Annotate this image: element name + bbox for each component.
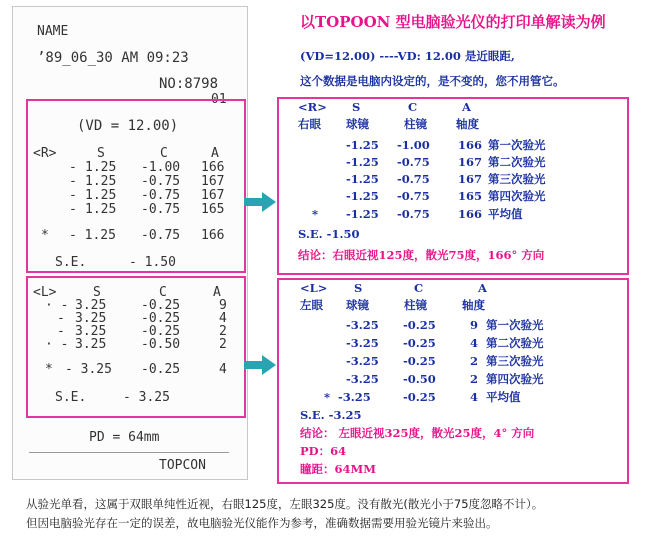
receipt-left-r3-a: 2 <box>219 337 227 352</box>
receipt-right-r1-mark: - <box>69 174 77 189</box>
receipt-left-h3: A <box>213 285 221 300</box>
receipt-left-avg-s: - 3.25 <box>65 362 112 377</box>
receipt-right-r3-mark: - <box>69 202 77 217</box>
left-row0-a: 9 <box>470 318 479 332</box>
left-row1-c: -0.25 <box>403 336 436 350</box>
receipt-left-r2-mark: - <box>57 324 65 339</box>
right-row2-a: 167 <box>458 172 483 186</box>
receipt-right-se-value: - 1.50 <box>129 255 176 270</box>
left-row0-label: 第一次验光 <box>486 318 544 332</box>
left-avg-mark: * <box>324 390 331 404</box>
right-panel-sub1: 球镜 <box>346 117 369 131</box>
right-row2-c: -0.75 <box>397 172 430 186</box>
receipt-right-r1-a: 167 <box>201 174 225 189</box>
receipt-left-r1-c: -0.25 <box>141 311 181 326</box>
receipt-right-se-label: S.E. <box>55 255 87 270</box>
left-row0-s: -3.25 <box>346 318 379 332</box>
right-panel-sub2: 柱镜 <box>404 117 427 131</box>
right-avg-s: -1.25 <box>346 207 379 221</box>
right-row1-c: -0.75 <box>397 155 430 169</box>
vd-note-line2: 这个数据是电脑内设定的，是不变的，您不用管它。 <box>300 74 565 88</box>
receipt-left-h0: <L> <box>33 285 57 300</box>
right-panel-h2: C <box>408 100 418 114</box>
right-row0-a: 166 <box>458 138 483 152</box>
left-row3-c: -0.50 <box>403 372 436 386</box>
right-panel-h1: S <box>352 100 361 114</box>
left-conclusion: 结论： 左眼近视325度，散光25度，4° 方向 <box>300 426 535 440</box>
right-row1-label: 第二次验光 <box>488 155 546 169</box>
left-row1-s: -3.25 <box>346 336 379 350</box>
receipt-no: NO:8798 <box>159 76 219 92</box>
receipt-left-avg-c: -0.25 <box>141 362 181 377</box>
receipt-left-se-label: S.E. <box>55 390 87 405</box>
receipt-right-r2-mark: - <box>69 188 77 203</box>
receipt-right-r2-a: 167 <box>201 188 225 203</box>
right-row1-s: -1.25 <box>346 155 379 169</box>
receipt-left-avg-a: 4 <box>219 362 227 377</box>
right-row3-s: -1.25 <box>346 189 379 203</box>
left-panel-h3: A <box>478 281 487 295</box>
right-row2-label: 第三次验光 <box>488 172 546 186</box>
receipt-right-r3-c: -0.75 <box>141 202 181 217</box>
receipt-right-r2-c: -0.75 <box>141 188 181 203</box>
receipt-left-r3-mark: · - <box>45 337 69 352</box>
right-avg-mark: * <box>312 207 319 221</box>
right-se: S.E. -1.50 <box>298 227 360 241</box>
left-row2-c: -0.25 <box>403 354 436 368</box>
right-row0-label: 第一次验光 <box>488 138 546 152</box>
right-row3-a: 165 <box>458 189 483 203</box>
right-row3-c: -0.75 <box>397 189 430 203</box>
left-row2-label: 第三次验光 <box>486 354 544 368</box>
receipt-pd: PD = 64mm <box>89 430 160 445</box>
receipt-left-r0-mark: · - <box>45 298 69 313</box>
receipt-left-r1-s: 3.25 <box>75 311 107 326</box>
receipt-left-avg-mark: * <box>45 362 53 377</box>
left-avg-c: -0.25 <box>403 390 436 404</box>
receipt-right-r0-s: 1.25 <box>85 160 117 175</box>
left-row0-c: -0.25 <box>403 318 436 332</box>
receipt-left-r1-mark: - <box>57 311 65 326</box>
receipt-right-avg-c: -0.75 <box>141 228 181 243</box>
receipt-left-r3-s: 3.25 <box>75 337 107 352</box>
receipt-left-r0-s: 3.25 <box>75 298 107 313</box>
receipt-right-avg-mark: * <box>41 228 49 243</box>
receipt-left-h1: S <box>93 285 101 300</box>
receipt-no-sub: 01 <box>211 92 227 107</box>
receipt-right-highlight <box>26 99 246 273</box>
left-panel-sub1: 球镜 <box>346 298 369 312</box>
receipt-divider <box>29 452 229 453</box>
right-panel-h0: <R> <box>298 100 327 114</box>
right-row3-label: 第四次验光 <box>488 189 546 203</box>
left-pd-cn: 瞳距：64MM <box>300 462 376 476</box>
receipt-right-avg-s: - 1.25 <box>69 228 116 243</box>
arrow-left-eye-icon <box>244 355 276 375</box>
receipt-right-r0-a: 166 <box>201 160 225 175</box>
receipt-right-r1-c: -0.75 <box>141 174 181 189</box>
right-row2-s: -1.25 <box>346 172 379 186</box>
left-row2-s: -3.25 <box>346 354 379 368</box>
receipt-left-h2: C <box>159 285 167 300</box>
left-row3-s: -3.25 <box>346 372 379 386</box>
left-row1-label: 第二次验光 <box>486 336 544 350</box>
right-panel-sub3: 轴度 <box>456 117 479 131</box>
receipt-right-r1-s: 1.25 <box>85 174 117 189</box>
receipt-date: ’89_06_30 AM 09:23 <box>37 50 189 66</box>
receipt-left-r2-a: 2 <box>219 324 227 339</box>
left-avg-a: 4 <box>470 390 479 404</box>
receipt-right-h2: C <box>160 146 168 161</box>
right-avg-c: -0.75 <box>397 207 430 221</box>
left-avg-s: -3.25 <box>338 390 371 404</box>
left-panel-sub0: 左眼 <box>300 298 323 312</box>
receipt-left-r2-s: 3.25 <box>75 324 107 339</box>
left-row3-a: 2 <box>470 372 479 386</box>
vd-note-line1: (VD=12.00) ----VD: 12.00 是近眼距, <box>300 49 515 63</box>
receipt-right-r3-s: 1.25 <box>85 202 117 217</box>
left-panel-h2: C <box>414 281 424 295</box>
right-row1-a: 167 <box>458 155 483 169</box>
right-row0-c: -1.00 <box>397 138 430 152</box>
left-panel-sub2: 柱镜 <box>404 298 427 312</box>
right-panel-h3: A <box>462 100 471 114</box>
receipt-right-h0: <R> <box>33 146 57 161</box>
right-avg-label: 平均值 <box>488 207 523 221</box>
left-pd: PD：64 <box>300 444 347 458</box>
receipt-left-se-value: - 3.25 <box>123 390 170 405</box>
left-row3-label: 第四次验光 <box>486 372 544 386</box>
right-avg-a: 166 <box>458 207 483 221</box>
left-avg-label: 平均值 <box>486 390 521 404</box>
receipt-left-r0-a: 9 <box>219 298 227 313</box>
receipt-left-r2-c: -0.25 <box>141 324 181 339</box>
receipt-right-h1: S <box>97 146 105 161</box>
left-panel-sub3: 轴度 <box>462 298 485 312</box>
left-row1-a: 4 <box>470 336 479 350</box>
receipt-right-r0-mark: - <box>69 160 77 175</box>
page-title: 以TOPOON 型电脑验光仪的打印单解读为例 <box>300 13 606 31</box>
receipt-vd: (VD = 12.00) <box>77 118 179 134</box>
receipt-brand: TOPCON <box>159 458 206 473</box>
receipt-left-r0-c: -0.25 <box>141 298 181 313</box>
receipt-right-r0-c: -1.00 <box>141 160 181 175</box>
left-row2-a: 2 <box>470 354 479 368</box>
left-panel-h0: <L> <box>300 281 328 295</box>
receipt-right-r2-s: 1.25 <box>85 188 117 203</box>
arrow-right-eye-icon <box>244 192 276 212</box>
left-se: S.E. -3.25 <box>300 408 362 422</box>
receipt-left-r3-c: -0.50 <box>141 337 181 352</box>
receipt-left-highlight <box>26 276 246 418</box>
right-panel-sub0: 右眼 <box>298 117 321 131</box>
footer-line2: 但因电脑验光存在一定的误差，故电脑验光仪能作为参考，准确数据需要用验光镜片来验出。 <box>26 516 498 530</box>
right-conclusion: 结论：右眼近视125度，散光75度，166° 方向 <box>298 248 545 262</box>
receipt-right-avg-a: 166 <box>201 228 225 243</box>
footer-line1: 从验光单看，这属于双眼单纯性近视，右眼125度，左眼325度。没有散光(散光小于75度忽略不计）。 <box>26 497 544 511</box>
left-panel-h1: S <box>354 281 363 295</box>
receipt-right-r3-a: 165 <box>201 202 225 217</box>
receipt-left-r1-a: 4 <box>219 311 227 326</box>
receipt-name: NAME <box>37 24 69 39</box>
receipt-right-h3: A <box>211 146 219 161</box>
right-row0-s: -1.25 <box>346 138 379 152</box>
